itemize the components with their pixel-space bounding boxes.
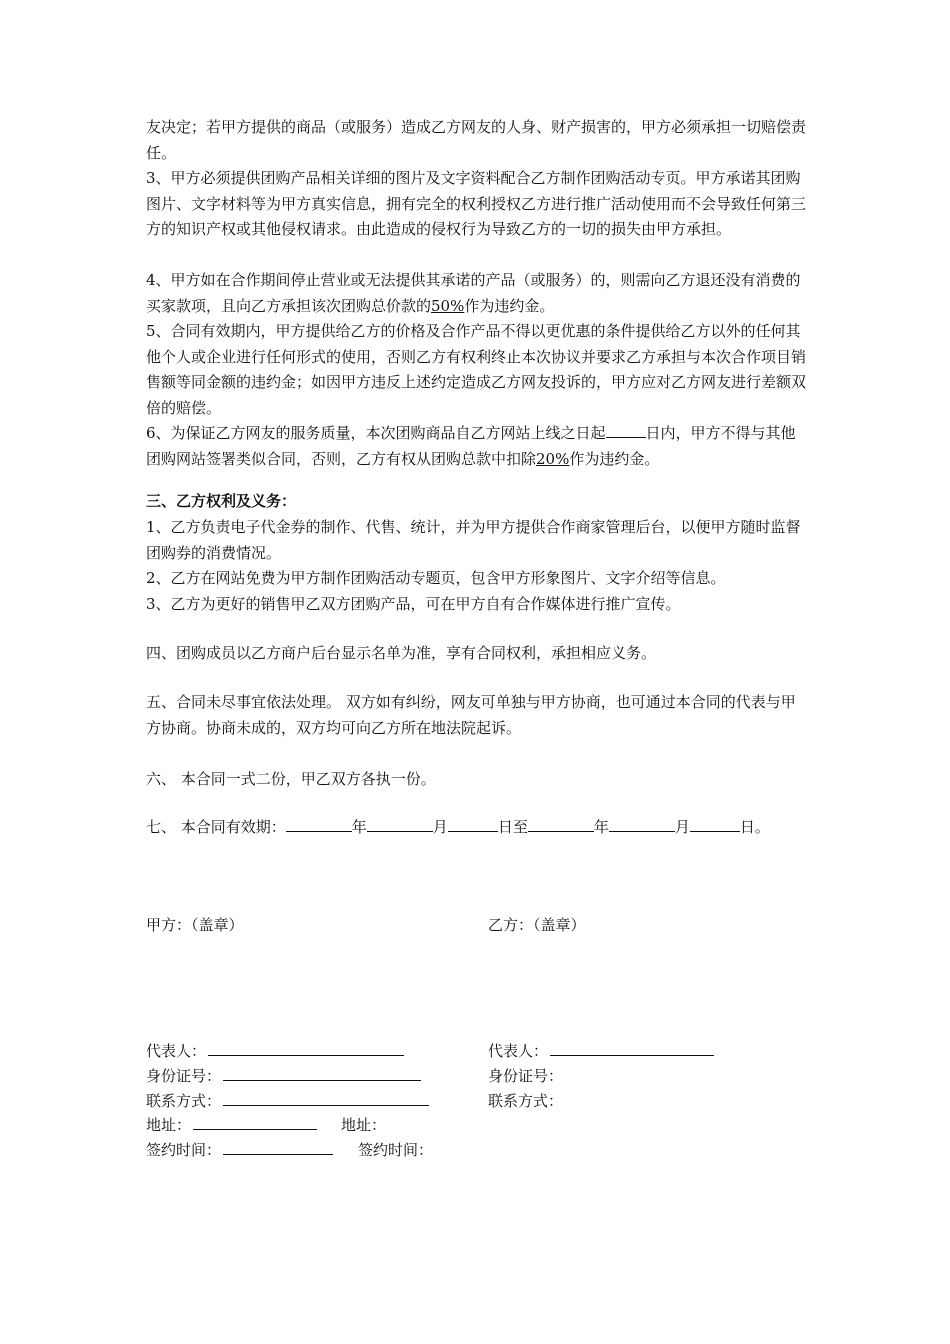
sign-time-line: [223, 1140, 333, 1155]
clause2-p6: [146, 421, 808, 472]
end-day-label: 日。: [739, 818, 770, 836]
days-blank: [606, 422, 646, 438]
clause2-p4-tail: 作为违约金。: [464, 296, 555, 315]
party-b-sign-time: 签约时间：: [358, 1141, 434, 1159]
representative-line: [208, 1041, 404, 1056]
id-number-line: [223, 1066, 421, 1081]
address-label: 地址：: [146, 1116, 192, 1134]
party-a-sign-time: [146, 1140, 333, 1160]
clause2-p2-continued: 友决定；若甲方提供的商品（或服务）造成乙方网友的人身、财产损害的，甲方必须承担一切赔偿责任。: [146, 118, 807, 162]
party-a-representative: [146, 1041, 404, 1061]
month-label: 月: [432, 818, 448, 836]
contact-label: 联系方式：: [146, 1092, 222, 1110]
representative-label: 代表人：: [146, 1042, 207, 1060]
representative-line: [550, 1041, 714, 1056]
clause2-p6-tail: 作为违约金。: [569, 449, 660, 468]
clause3-heading: 三、乙方权利及义务：: [146, 492, 297, 510]
clause3-p2: 2、乙方在网站免费为甲方制作团购活动专题页，包含甲方形象图片、文字介绍等信息。: [146, 569, 726, 587]
clause2-p4-text: 4、甲方如在合作期间停止营业或无法提供其承诺的产品（或服务）的，则需向乙方退还没有消费的买家款项，且向乙方承担该次团购总价款的: [146, 271, 801, 315]
clause6: 六、 本合同一式二份，甲乙双方各执一份。: [146, 770, 436, 788]
clause4: 四、团购成员以乙方商户后台显示名单为准，享有合同权利，承担相应义务。: [146, 644, 657, 662]
start-month-blank: [367, 816, 433, 832]
id-number-label: 身份证号：: [146, 1067, 222, 1085]
sign-time-label: 签约时间：: [146, 1141, 222, 1159]
clause2-p3: 3、甲方必须提供团购产品相关详细的图片及文字资料配合乙方制作团购活动专页。甲方承诺其团购图片、文字材料等为甲方真实信息，拥有完全的权利授权乙方进行推广活动使用而不会导致任何第三方的知识产权或其他侵权请求。由此造成的侵权行为导致乙方的一切的损失由甲方承担。: [146, 169, 807, 239]
address-line: [193, 1115, 317, 1130]
clause2-p4: [146, 268, 808, 319]
party-b-address: 地址：: [341, 1116, 387, 1134]
clause2-p6-text: 6、为保证乙方网友的服务质量，本次团购商品自乙方网站上线之日起: [146, 424, 606, 442]
party-b-id-number: 身份证号：: [488, 1067, 564, 1085]
party-a-id-number: [146, 1066, 421, 1086]
start-year-blank: [286, 816, 352, 832]
penalty-percent-20: 20%: [536, 449, 570, 468]
representative-label: 代表人：: [488, 1042, 549, 1060]
clause7: [146, 815, 808, 841]
penalty-percent-50: 50%: [431, 296, 465, 315]
clause3-p3: 3、乙方为更好的销售甲乙双方团购产品，可在甲方自有合作媒体进行推广宣传。: [146, 595, 681, 613]
party-b-seal: 乙方：（盖章）: [488, 916, 586, 934]
party-a-address: [146, 1115, 317, 1135]
clause3-p1: 1、乙方负责电子代金券的制作、代售、统计，并为甲方提供合作商家管理后台，以便甲方随时监督团购券的消费情况。: [146, 518, 801, 562]
end-year-blank: [528, 816, 594, 832]
party-b-contact: 联系方式：: [488, 1092, 564, 1110]
validity-label: 七、 本合同有效期：: [146, 818, 286, 836]
party-a-seal: 甲方：（盖章）: [146, 916, 244, 934]
party-b-representative: [488, 1041, 714, 1061]
day-to-label: 日至: [497, 818, 528, 836]
year-label: 年: [351, 818, 367, 836]
end-month-label: 月: [674, 818, 690, 836]
end-day-blank: [690, 816, 740, 832]
end-month-blank: [609, 816, 675, 832]
party-a-contact: [146, 1091, 429, 1111]
clause5: 五、合同未尽事宜依法处理。 双方如有纠纷，网友可单独与甲方协商，也可通过本合同的代表与甲方协商。协商未成的，双方均可向乙方所在地法院起诉。: [146, 693, 796, 737]
end-year-label: 年: [593, 818, 609, 836]
clause2-p6-middle: 日内，甲方不得与其他团购网站签署类似合同，否则，乙方有权从团购总款中扣除: [146, 424, 796, 468]
start-day-blank: [448, 816, 498, 832]
contact-line: [223, 1091, 429, 1106]
clause2-p5: 5、合同有效期内，甲方提供给乙方的价格及合作产品不得以更优惠的条件提供给乙方以外的任何其他个人或企业进行任何形式的使用，否则乙方有权利终止本次协议并要求乙方承担与本次合作项目销售额等同金额的违约金；如因甲方违反上述约定造成乙方网友投诉的，甲方应对乙方网友进行差额双倍的赔偿。: [146, 322, 807, 417]
